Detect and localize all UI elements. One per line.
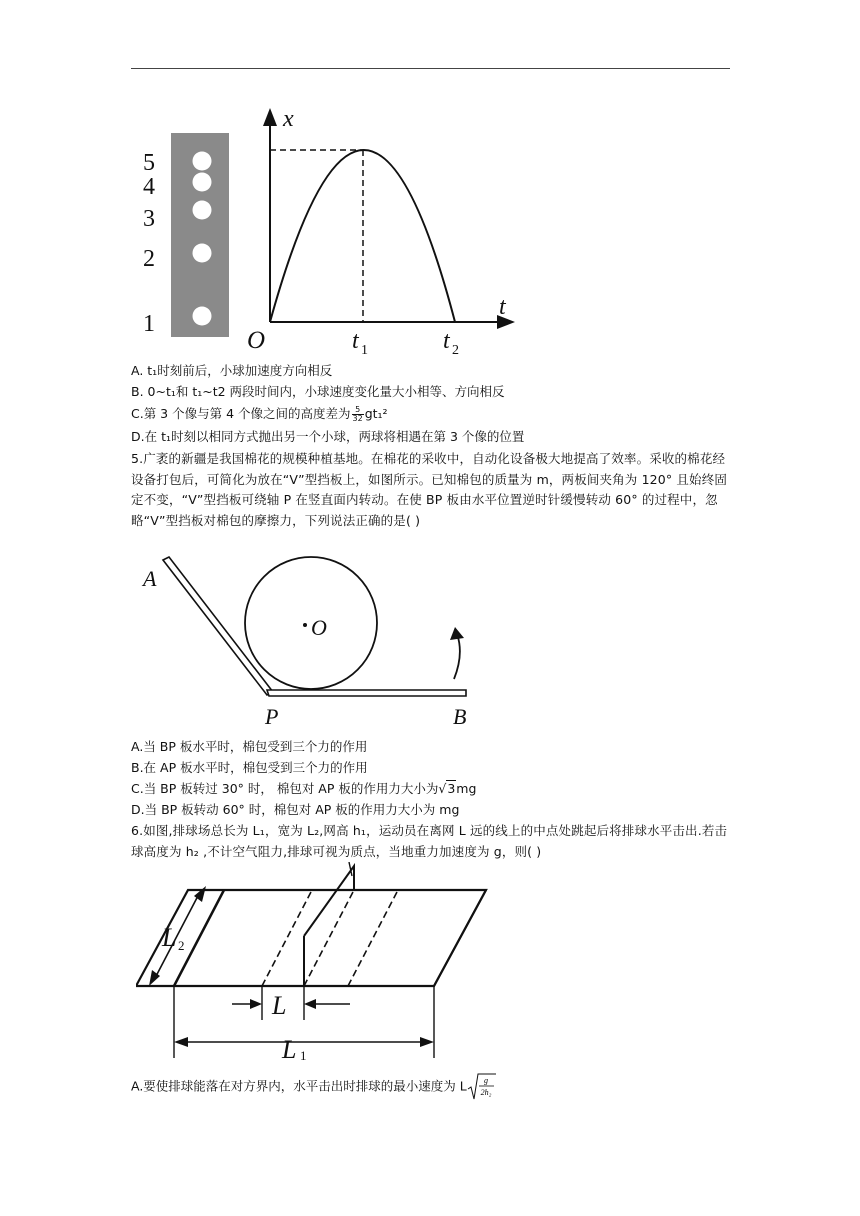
label-l1-sub: 1	[300, 1048, 307, 1062]
q6-stem: 6.如图,排球场总长为 L₁，宽为 L₂,网高 h₁，运动员在离网 L 远的线上的中点处跳起后将排球水平击出.若击球高度为 h₂ ,不计空气阻力,排球可视为质点，当地重力加速度为 g，则( )	[131, 823, 728, 859]
q5-option-b: B.在 AP 板水平时，棉包受到三个力的作用	[131, 760, 368, 775]
t1-sub: 1	[361, 343, 368, 358]
ball-image-5	[193, 152, 212, 171]
rotation-arrow	[454, 634, 460, 679]
scale-label-3: 3	[143, 206, 155, 232]
strobe-xt-figure	[131, 100, 531, 358]
axis-label-x: x	[283, 106, 294, 132]
label-a: A	[143, 566, 157, 591]
scale-label-2: 2	[143, 246, 155, 272]
q4-option-c-expr: gt₁²	[364, 406, 388, 421]
volleyball-court-figure	[136, 862, 496, 1062]
q6-option-a-den: 2h₂	[480, 1088, 492, 1097]
ball-image-2	[193, 244, 212, 263]
q6-sqrt-sign	[467, 1072, 497, 1102]
q4-option-d: D.在 t₁时刻以相同方式抛出另一个小球，两球将相遇在第 3 个像的位置	[131, 429, 525, 444]
q4-option-c-fraction	[352, 406, 364, 423]
header-rule	[131, 68, 730, 69]
label-b: B	[453, 704, 467, 729]
label-l2-sub: 2	[178, 938, 185, 953]
origin-label: O	[247, 327, 266, 354]
label-l2: L	[162, 923, 177, 952]
scale-label-5: 5	[143, 150, 155, 176]
q6-option-a-num: g	[483, 1076, 488, 1085]
label-l: L	[272, 991, 287, 1020]
q5-option-c-unit: mg	[456, 781, 477, 796]
q4-option-c-num: 5	[352, 406, 364, 415]
q5-option-c-radicand: 3	[447, 781, 456, 796]
q4-option-c	[131, 405, 731, 423]
scale-label-1: 1	[143, 311, 155, 337]
q6-option-a-text: A.要使排球能落在对方界内，水平击出时排球的最小速度为 L	[131, 1078, 467, 1094]
l1-arrow-right	[420, 1037, 434, 1047]
rotation-arrowhead	[450, 627, 464, 640]
q5-option-a: A.当 BP 板水平时，棉包受到三个力的作用	[131, 739, 368, 754]
x-axis-arrow	[263, 108, 277, 126]
q4-option-b: B. 0~t₁和 t₁~t2 两段时间内，小球速度变化量大小相等、方向相反	[131, 384, 505, 399]
label-o: O	[311, 615, 327, 640]
scale-label-4: 4	[143, 174, 155, 200]
t2-sub: 2	[452, 343, 459, 358]
l1-arrow-left	[174, 1037, 188, 1047]
q5-stem: 5.广袤的新疆是我国棉花的规模种植基地。在棉花的采收中，自动化设备极大地提高了效率。采收的棉花经设备打包后，可简化为放在“V”型挡板上，如图所示。已知棉包的质量为 m，两板间夹角为 120° 且始终固定不变，“V”型挡板可绕轴 P 在竖直面内转动。在使 BP 板由水平位置逆时针缓慢转动 60° 的过程中，忽略“V”型挡板对棉包的摩擦力，下列说法正确的是( )	[131, 451, 728, 528]
q4-option-c-den: 32	[352, 414, 363, 423]
label-p: P	[265, 704, 279, 729]
q5-option-d: D.当 BP 板转动 60° 时，棉包对 AP 板的作用力大小为 mg	[131, 802, 460, 817]
ball-image-1	[193, 307, 212, 326]
q5-option-c	[131, 780, 731, 798]
q6-option-a	[131, 1072, 731, 1102]
t1-label: t	[352, 328, 359, 354]
l-arrow-right-head	[304, 999, 316, 1009]
q5-option-c-sqrt: √3	[438, 781, 456, 796]
q5-option-c-text: C.当 BP 板转过 30° 时， 棉包对 AP 板的作用力大小为	[131, 781, 439, 796]
t2-label: t	[443, 328, 450, 354]
q4-option-c-text: C.第 3 个像与第 4 个像之间的高度差为	[131, 406, 351, 421]
plate-bp	[267, 690, 466, 696]
ball-image-4	[193, 173, 212, 192]
q4-option-a: A. t₁时刻前后，小球加速度方向相反	[131, 363, 333, 378]
bale-center-dot	[303, 623, 307, 627]
q6-option-a-sqrt	[467, 1072, 497, 1102]
label-l1: L	[282, 1035, 297, 1062]
ball-image-3	[193, 201, 212, 220]
l-arrow-left-head	[250, 999, 262, 1009]
axis-label-t: t	[499, 294, 506, 320]
v-plate-figure	[131, 554, 491, 730]
